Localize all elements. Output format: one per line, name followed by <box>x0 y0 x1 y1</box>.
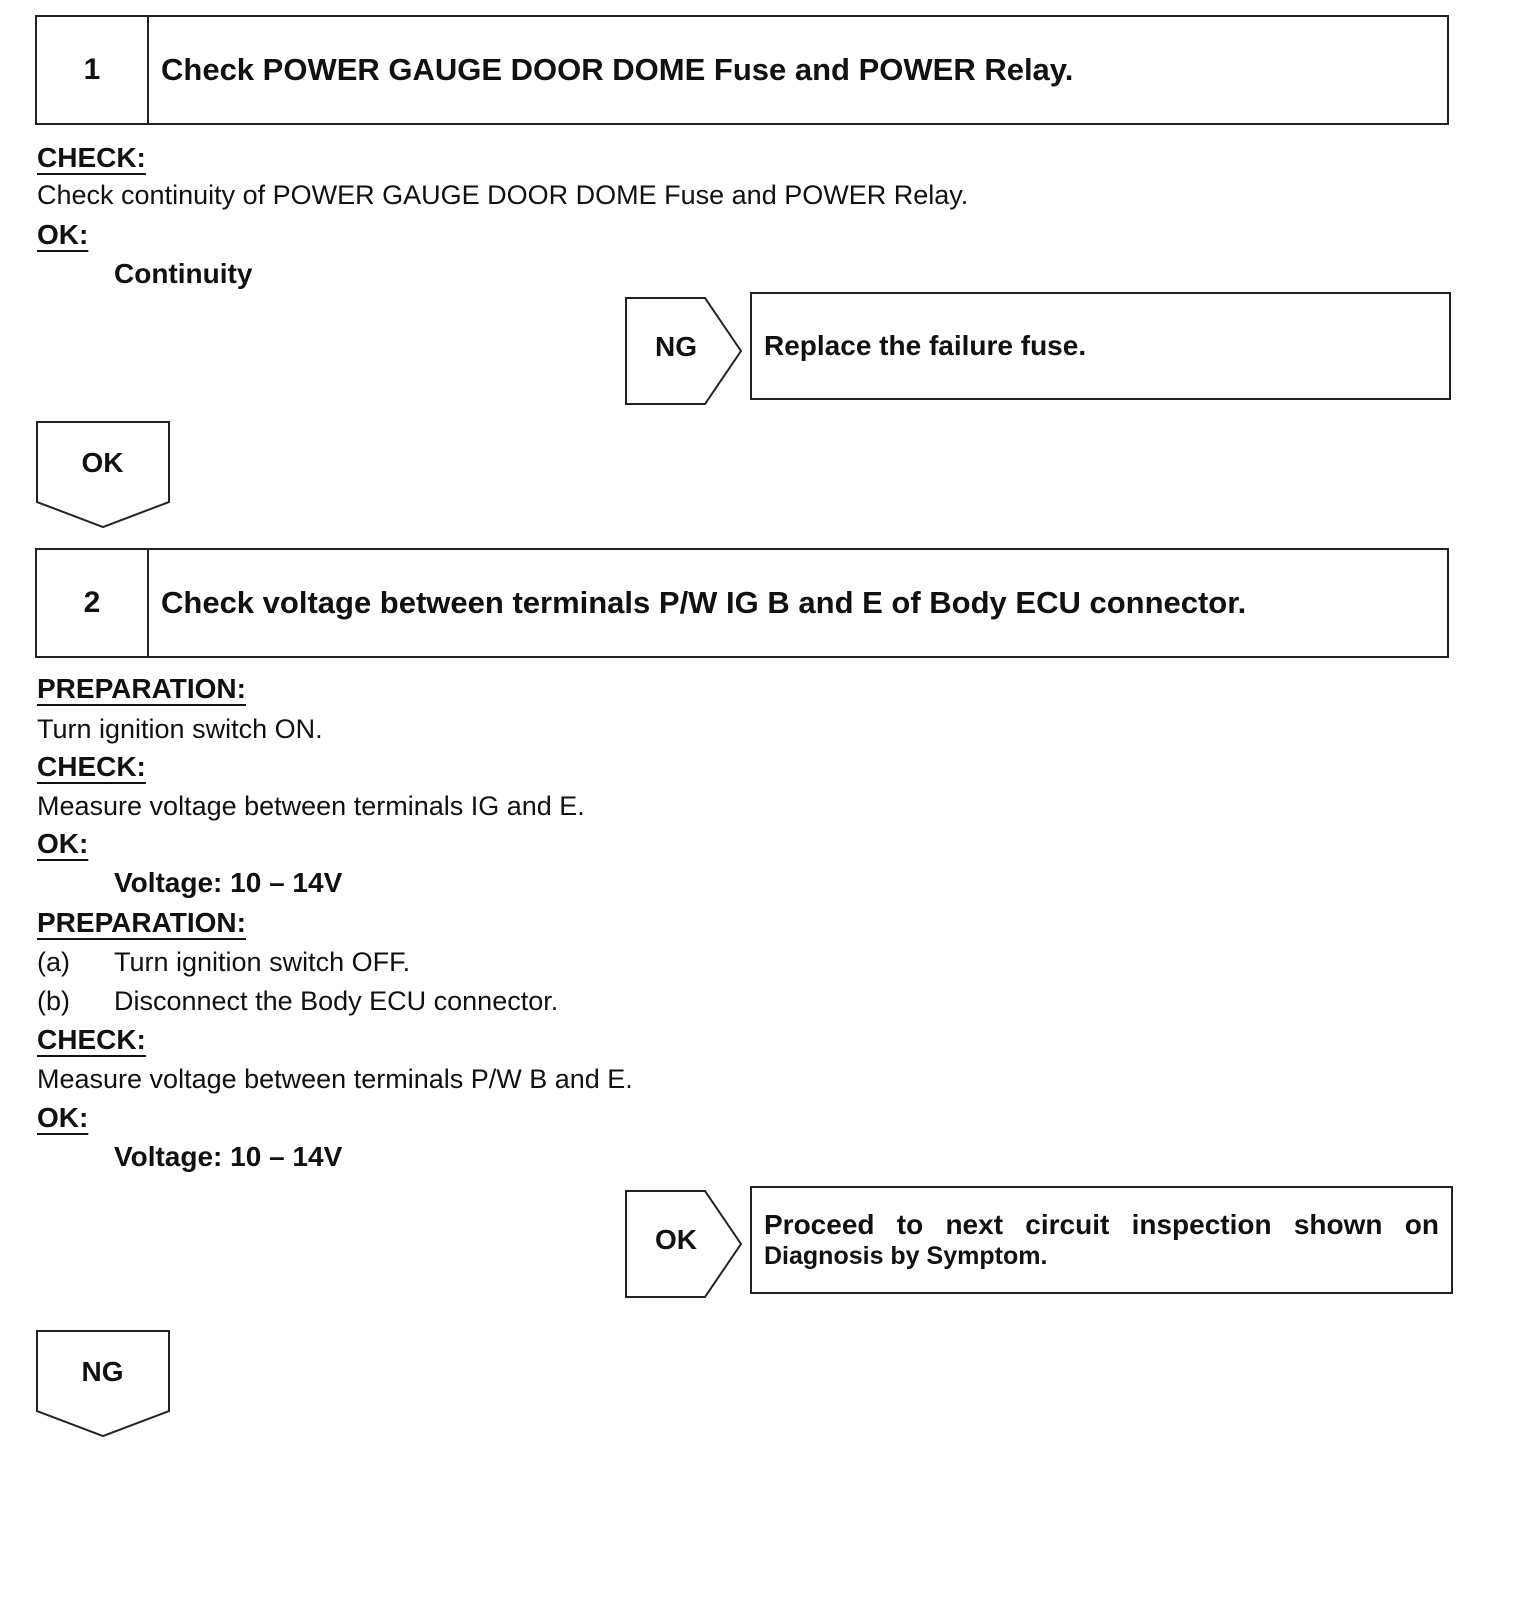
step2-prep2-item-b <box>37 983 558 1019</box>
list-item-text: Disconnect the Body ECU connector. <box>114 986 559 1016</box>
step2-ng-down-flag-label: NG <box>81 1356 124 1387</box>
step2-ok-flag <box>625 1190 745 1298</box>
step1-check-text: Check continuity of POWER GAUGE DOOR DOME Fuse and POWER Relay. <box>37 180 969 210</box>
step1-ng-result <box>750 292 1451 400</box>
step2-ok2-value: Voltage: 10 – 14V <box>114 1141 343 1172</box>
step1-ok-down-flag <box>36 421 171 529</box>
step2-prep1-label: PREPARATION: <box>37 673 246 704</box>
step2-prep2-label: PREPARATION: <box>37 907 246 938</box>
step2-ok-result-line2: Diagnosis by Symptom. <box>764 1242 1048 1270</box>
step1-ng-result-text: Replace the failure fuse. <box>764 330 1087 361</box>
step2-check1-text: Measure voltage between terminals IG and E. <box>37 791 585 821</box>
list-marker: (b) <box>37 986 70 1016</box>
step2-ng-down-flag <box>36 1330 171 1438</box>
step2-ok-result <box>750 1186 1453 1294</box>
step1-header <box>35 15 1449 125</box>
step1-ng-flag <box>625 297 745 405</box>
step2-ok2-label: OK: <box>37 1102 89 1133</box>
step1-ok-down-flag-label: OK <box>81 447 124 478</box>
step2-ok1-label: OK: <box>37 828 89 859</box>
step2-ok1-value: Voltage: 10 – 14V <box>114 867 343 898</box>
step2-check2-text: Measure voltage between terminals P/W B and E. <box>37 1064 633 1094</box>
step2-header <box>35 548 1449 658</box>
step2-check1-label: CHECK: <box>37 751 146 782</box>
step2-ok-flag-label: OK <box>655 1224 697 1255</box>
step1-ok-label: OK: <box>37 219 89 250</box>
step2-prep1-text: Turn ignition switch ON. <box>37 714 323 744</box>
step1-check-label: CHECK: <box>37 142 146 173</box>
step1-ok-value: Continuity <box>114 258 253 289</box>
step2-ok-result-line1: Proceed to next circuit inspection shown on <box>764 1209 1439 1240</box>
step1-ng-flag-label: NG <box>655 331 697 362</box>
step2-check2-label: CHECK: <box>37 1024 146 1055</box>
step1-number: 1 <box>37 17 149 123</box>
step2-prep2-item-a <box>37 944 410 980</box>
step1-title: Check POWER GAUGE DOOR DOME Fuse and POWER Relay. <box>161 52 1074 87</box>
step2-number: 2 <box>37 550 149 656</box>
step2-title: Check voltage between terminals P/W IG B and E of Body ECU connector. <box>161 585 1247 620</box>
list-item-text: Turn ignition switch OFF. <box>114 947 411 977</box>
list-marker: (a) <box>37 947 70 977</box>
